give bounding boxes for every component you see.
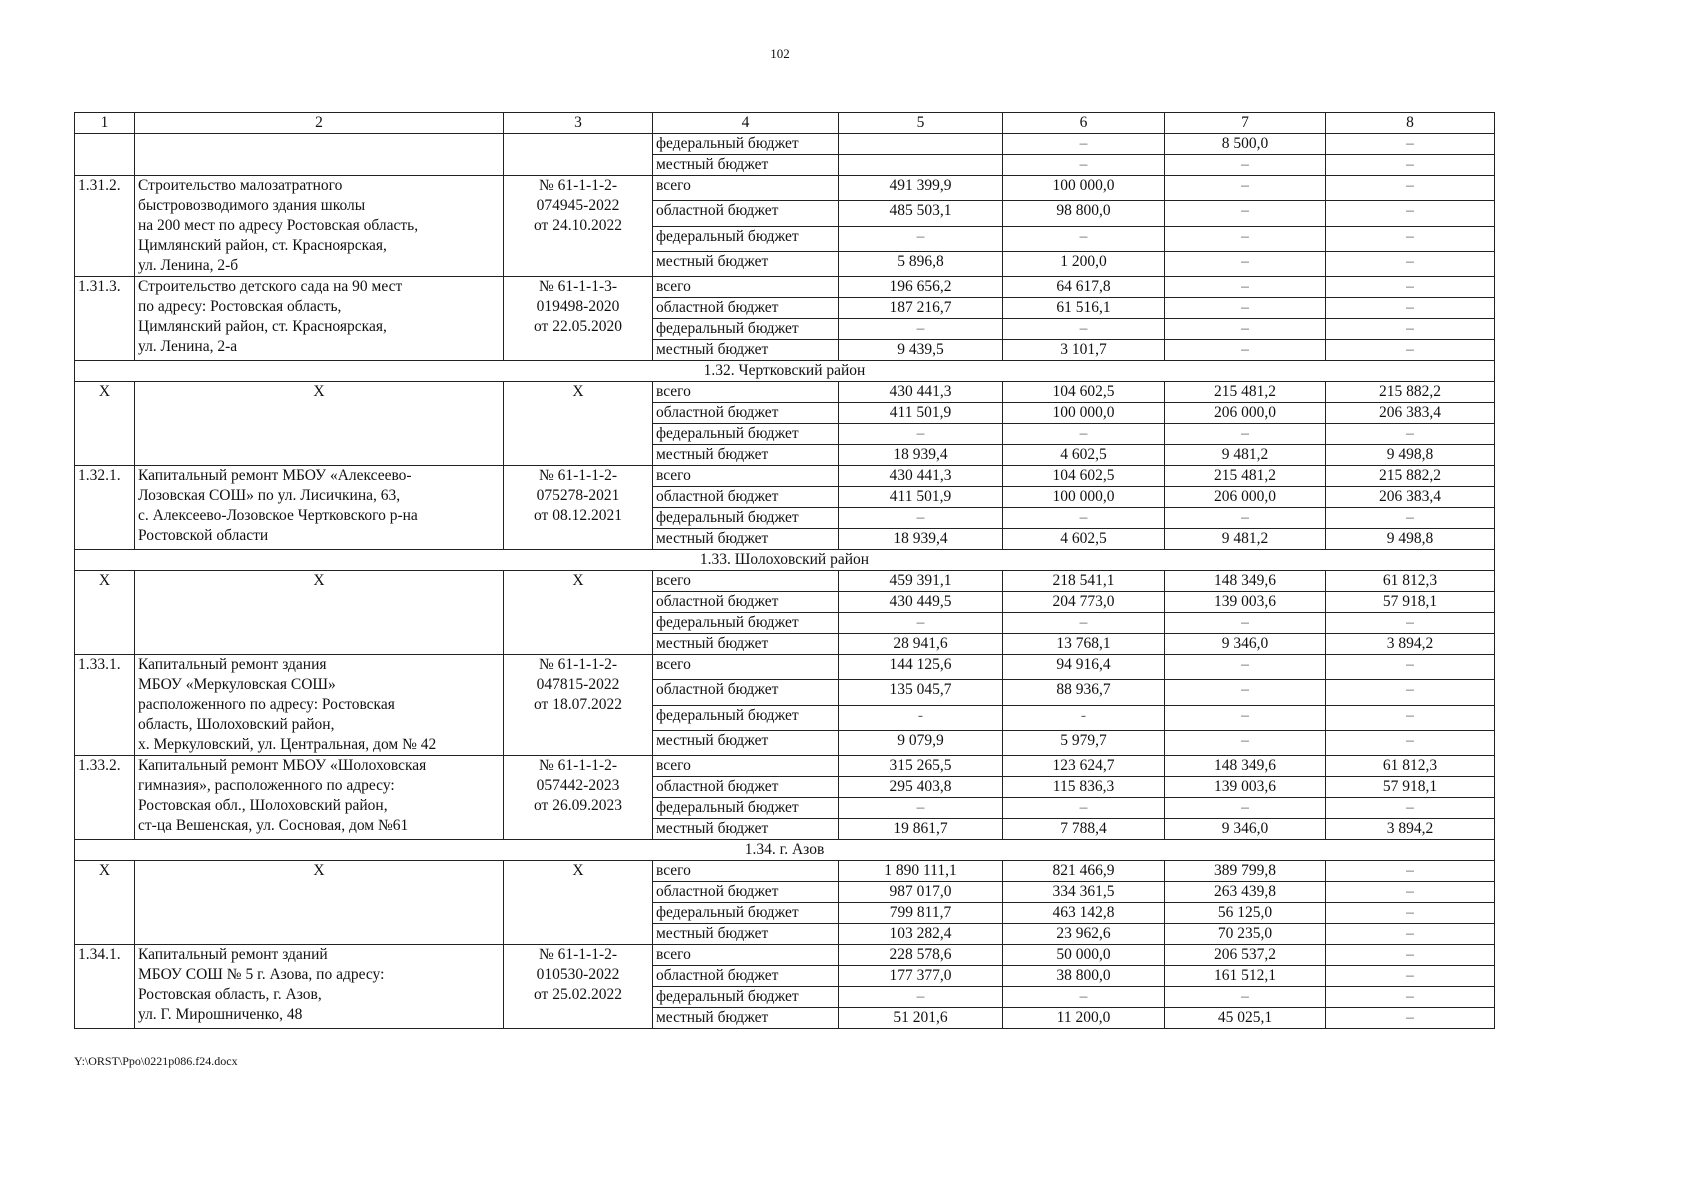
amount-cell-col-5: 491 399,9	[839, 176, 1003, 201]
budget-source-label: областной бюджет	[653, 592, 839, 613]
object-name: Капитальный ремонт МБОУ «Алексеево- Лозовская СОШ» по ул. Лисичкина, 63, с. Алексеево-Лозовское Чертковского р-на Ростовской области	[135, 466, 504, 550]
amount-cell-col-7: –	[1165, 201, 1326, 226]
budget-source-label: федеральный бюджет	[653, 705, 839, 730]
amount-cell-col-8: –	[1326, 424, 1495, 445]
amount-cell-col-7: –	[1165, 508, 1326, 529]
table-row	[75, 756, 1495, 777]
budget-source-label: федеральный бюджет	[653, 987, 839, 1008]
amount-cell-col-7: –	[1165, 277, 1326, 298]
amount-cell-col-6: –	[1003, 987, 1165, 1008]
amount-cell-col-7: –	[1165, 680, 1326, 705]
amount-cell-col-8: –	[1326, 251, 1495, 276]
amount-cell-col-6: 23 962,6	[1003, 924, 1165, 945]
budget-source-label: местный бюджет	[653, 445, 839, 466]
budget-source-label: федеральный бюджет	[653, 319, 839, 340]
amount-cell-col-6: 98 800,0	[1003, 201, 1165, 226]
item-number: 1.31.3.	[75, 277, 135, 361]
amount-cell-col-6: –	[1003, 508, 1165, 529]
section-row	[75, 361, 1495, 382]
amount-cell-col-6: 61 516,1	[1003, 298, 1165, 319]
expertise-reference: Х	[504, 571, 653, 655]
amount-cell-col-8: –	[1326, 924, 1495, 945]
item-number: Х	[75, 861, 135, 945]
budget-table	[74, 112, 1495, 1029]
amount-cell-col-7: 70 235,0	[1165, 924, 1326, 945]
amount-cell-col-5: 459 391,1	[839, 571, 1003, 592]
amount-cell-col-6: 11 200,0	[1003, 1008, 1165, 1029]
amount-cell-col-6: 100 000,0	[1003, 403, 1165, 424]
amount-cell-col-8: 206 383,4	[1326, 403, 1495, 424]
amount-cell-col-8: 9 498,8	[1326, 445, 1495, 466]
amount-cell-col-7: –	[1165, 226, 1326, 251]
expertise-reference: № 61-1-1-2- 074945-2022 от 24.10.2022	[504, 176, 653, 277]
amount-cell-col-5: 485 503,1	[839, 201, 1003, 226]
amount-cell-col-8: –	[1326, 798, 1495, 819]
section-title: 1.33. Шолоховский район	[75, 550, 1495, 571]
amount-cell-col-8: 9 498,8	[1326, 529, 1495, 550]
amount-cell-col-5: 799 811,7	[839, 903, 1003, 924]
amount-cell-col-6: 88 936,7	[1003, 680, 1165, 705]
object-name: Капитальный ремонт здания МБОУ «Меркуловская СОШ» расположенного по адресу: Ростовская область, Шолоховский район, х. Меркуловский, ул. Центральная, дом № 42	[135, 655, 504, 756]
amount-cell-col-8: –	[1326, 340, 1495, 361]
item-number: 1.31.2.	[75, 176, 135, 277]
amount-cell-col-6: –	[1003, 226, 1165, 251]
amount-cell-col-7: –	[1165, 298, 1326, 319]
amount-cell-col-7: 389 799,8	[1165, 861, 1326, 882]
amount-cell-col-6: 13 768,1	[1003, 634, 1165, 655]
amount-cell-col-5: 411 501,9	[839, 487, 1003, 508]
budget-source-label: областной бюджет	[653, 403, 839, 424]
budget-source-label: областной бюджет	[653, 882, 839, 903]
amount-cell-col-5: 987 017,0	[839, 882, 1003, 903]
amount-cell-col-5: 28 941,6	[839, 634, 1003, 655]
item-number	[75, 134, 135, 176]
amount-cell-col-7: –	[1165, 340, 1326, 361]
amount-cell-col-8: –	[1326, 298, 1495, 319]
budget-source-label: федеральный бюджет	[653, 134, 839, 155]
amount-cell-col-6: 1 200,0	[1003, 251, 1165, 276]
table-body	[75, 113, 1495, 1029]
amount-cell-col-8: –	[1326, 613, 1495, 634]
amount-cell-col-8: –	[1326, 277, 1495, 298]
budget-source-label: местный бюджет	[653, 155, 839, 176]
expertise-reference: № 61-1-1-2- 075278-2021 от 08.12.2021	[504, 466, 653, 550]
header-cell-5: 5	[839, 113, 1003, 134]
budget-source-label: местный бюджет	[653, 730, 839, 755]
amount-cell-col-8: –	[1326, 903, 1495, 924]
amount-cell-col-6: 4 602,5	[1003, 445, 1165, 466]
amount-cell-col-6: 463 142,8	[1003, 903, 1165, 924]
amount-cell-col-6: 64 617,8	[1003, 277, 1165, 298]
expertise-reference: Х	[504, 861, 653, 945]
amount-cell-col-5: 315 265,5	[839, 756, 1003, 777]
amount-cell-col-8: –	[1326, 155, 1495, 176]
amount-cell-col-8: –	[1326, 201, 1495, 226]
amount-cell-col-6: 4 602,5	[1003, 529, 1165, 550]
table-row	[75, 277, 1495, 298]
budget-source-label: областной бюджет	[653, 487, 839, 508]
budget-source-label: местный бюджет	[653, 819, 839, 840]
amount-cell-col-7: 9 481,2	[1165, 529, 1326, 550]
amount-cell-col-5: 135 045,7	[839, 680, 1003, 705]
amount-cell-col-7: –	[1165, 705, 1326, 730]
amount-cell-col-7: –	[1165, 798, 1326, 819]
amount-cell-col-8: 57 918,1	[1326, 777, 1495, 798]
header-row	[75, 113, 1495, 134]
amount-cell-col-6: –	[1003, 134, 1165, 155]
amount-cell-col-6: 218 541,1	[1003, 571, 1165, 592]
item-number: 1.32.1.	[75, 466, 135, 550]
amount-cell-col-5: 430 449,5	[839, 592, 1003, 613]
amount-cell-col-8: –	[1326, 134, 1495, 155]
header-cell-4: 4	[653, 113, 839, 134]
budget-source-label: федеральный бюджет	[653, 226, 839, 251]
amount-cell-col-8: 57 918,1	[1326, 592, 1495, 613]
amount-cell-col-7: 206 000,0	[1165, 403, 1326, 424]
budget-source-label: федеральный бюджет	[653, 903, 839, 924]
item-number: 1.33.2.	[75, 756, 135, 840]
amount-cell-col-8: –	[1326, 730, 1495, 755]
table-row	[75, 176, 1495, 201]
amount-cell-col-7: –	[1165, 155, 1326, 176]
amount-cell-col-6: 5 979,7	[1003, 730, 1165, 755]
amount-cell-col-5: 177 377,0	[839, 966, 1003, 987]
amount-cell-col-8: 61 812,3	[1326, 571, 1495, 592]
page-number: 102	[770, 46, 790, 61]
item-number: 1.34.1.	[75, 945, 135, 1029]
table-row	[75, 655, 1495, 680]
amount-cell-col-5: 18 939,4	[839, 445, 1003, 466]
amount-cell-col-7: 263 439,8	[1165, 882, 1326, 903]
budget-source-label: местный бюджет	[653, 340, 839, 361]
amount-cell-col-5: 430 441,3	[839, 466, 1003, 487]
amount-cell-col-7: 161 512,1	[1165, 966, 1326, 987]
section-row	[75, 840, 1495, 861]
amount-cell-col-8: –	[1326, 655, 1495, 680]
table-row	[75, 466, 1495, 487]
amount-cell-col-7: –	[1165, 987, 1326, 1008]
amount-cell-col-5: 1 890 111,1	[839, 861, 1003, 882]
amount-cell-col-5: –	[839, 613, 1003, 634]
amount-cell-col-5: 187 216,7	[839, 298, 1003, 319]
amount-cell-col-5: 144 125,6	[839, 655, 1003, 680]
object-name: Х	[135, 571, 504, 655]
amount-cell-col-7: 45 025,1	[1165, 1008, 1326, 1029]
budget-source-label: областной бюджет	[653, 201, 839, 226]
table-row	[75, 382, 1495, 403]
object-name: Капитальный ремонт МБОУ «Шолоховская гимназия», расположенного по адресу: Ростовская обл., Шолоховский район, ст-ца Вешенская, ул. Сосновая, дом №61	[135, 756, 504, 840]
amount-cell-col-8: –	[1326, 705, 1495, 730]
footer-file-path: Y:\ORST\Ppo\0221p086.f24.docx	[74, 1054, 238, 1068]
expertise-reference: № 61-1-1-2- 010530-2022 от 25.02.2022	[504, 945, 653, 1029]
header-cell-7: 7	[1165, 113, 1326, 134]
amount-cell-col-6: 94 916,4	[1003, 655, 1165, 680]
budget-source-label: местный бюджет	[653, 251, 839, 276]
amount-cell-col-8: 215 882,2	[1326, 382, 1495, 403]
table-row	[75, 134, 1495, 155]
amount-cell-col-5: 5 896,8	[839, 251, 1003, 276]
expertise-reference: № 61-1-1-2- 057442-2023 от 26.09.2023	[504, 756, 653, 840]
amount-cell-col-7: 206 537,2	[1165, 945, 1326, 966]
amount-cell-col-7: 9 346,0	[1165, 819, 1326, 840]
amount-cell-col-8: –	[1326, 680, 1495, 705]
amount-cell-col-6: –	[1003, 613, 1165, 634]
amount-cell-col-6: 204 773,0	[1003, 592, 1165, 613]
item-number: Х	[75, 571, 135, 655]
amount-cell-col-5	[839, 134, 1003, 155]
header-cell-1: 1	[75, 113, 135, 134]
budget-source-label: федеральный бюджет	[653, 424, 839, 445]
amount-cell-col-7: –	[1165, 655, 1326, 680]
amount-cell-col-6: 100 000,0	[1003, 176, 1165, 201]
item-number: Х	[75, 382, 135, 466]
object-name	[135, 134, 504, 176]
amount-cell-col-6: 100 000,0	[1003, 487, 1165, 508]
amount-cell-col-7: 9 481,2	[1165, 445, 1326, 466]
table-row	[75, 571, 1495, 592]
amount-cell-col-8: –	[1326, 882, 1495, 903]
amount-cell-col-7: –	[1165, 176, 1326, 201]
amount-cell-col-8: 3 894,2	[1326, 819, 1495, 840]
amount-cell-col-5: 18 939,4	[839, 529, 1003, 550]
amount-cell-col-8: –	[1326, 319, 1495, 340]
amount-cell-col-6: 104 602,5	[1003, 466, 1165, 487]
amount-cell-col-6: 38 800,0	[1003, 966, 1165, 987]
table-row	[75, 861, 1495, 882]
object-name: Капитальный ремонт зданий МБОУ СОШ № 5 г. Азова, по адресу: Ростовская область, г. Азов, ул. Г. Мирошниченко, 48	[135, 945, 504, 1029]
amount-cell-col-6: –	[1003, 155, 1165, 176]
item-number: 1.33.1.	[75, 655, 135, 756]
amount-cell-col-7: 139 003,6	[1165, 592, 1326, 613]
amount-cell-col-8: 61 812,3	[1326, 756, 1495, 777]
budget-source-label: всего	[653, 176, 839, 201]
amount-cell-col-8: –	[1326, 1008, 1495, 1029]
budget-source-label: федеральный бюджет	[653, 508, 839, 529]
amount-cell-col-6: 3 101,7	[1003, 340, 1165, 361]
amount-cell-col-7: 206 000,0	[1165, 487, 1326, 508]
amount-cell-col-7: –	[1165, 424, 1326, 445]
amount-cell-col-6: -	[1003, 705, 1165, 730]
budget-source-label: всего	[653, 382, 839, 403]
amount-cell-col-8: –	[1326, 987, 1495, 1008]
header-cell-2: 2	[135, 113, 504, 134]
budget-source-label: местный бюджет	[653, 529, 839, 550]
amount-cell-col-6: –	[1003, 424, 1165, 445]
amount-cell-col-7: 148 349,6	[1165, 571, 1326, 592]
amount-cell-col-8: –	[1326, 966, 1495, 987]
amount-cell-col-7: 215 481,2	[1165, 466, 1326, 487]
amount-cell-col-7: –	[1165, 730, 1326, 755]
budget-source-label: областной бюджет	[653, 680, 839, 705]
budget-source-label: всего	[653, 861, 839, 882]
section-title: 1.34. г. Азов	[75, 840, 1495, 861]
table-row	[75, 945, 1495, 966]
amount-cell-col-5: 295 403,8	[839, 777, 1003, 798]
budget-source-label: областной бюджет	[653, 966, 839, 987]
section-row	[75, 550, 1495, 571]
budget-source-label: всего	[653, 655, 839, 680]
amount-cell-col-5: 228 578,6	[839, 945, 1003, 966]
amount-cell-col-7: 56 125,0	[1165, 903, 1326, 924]
budget-source-label: областной бюджет	[653, 777, 839, 798]
object-name: Строительство детского сада на 90 мест по адресу: Ростовская область, Цимлянский район, ст. Красноярская, ул. Ленина, 2-а	[135, 277, 504, 361]
amount-cell-col-7: 9 346,0	[1165, 634, 1326, 655]
amount-cell-col-5: –	[839, 319, 1003, 340]
budget-source-label: местный бюджет	[653, 1008, 839, 1029]
amount-cell-col-5: –	[839, 226, 1003, 251]
amount-cell-col-5: 103 282,4	[839, 924, 1003, 945]
object-name: Х	[135, 861, 504, 945]
amount-cell-col-7: –	[1165, 613, 1326, 634]
amount-cell-col-7: –	[1165, 319, 1326, 340]
amount-cell-col-6: –	[1003, 798, 1165, 819]
budget-source-label: областной бюджет	[653, 298, 839, 319]
amount-cell-col-6: 123 624,7	[1003, 756, 1165, 777]
amount-cell-col-8: –	[1326, 508, 1495, 529]
budget-source-label: всего	[653, 756, 839, 777]
amount-cell-col-7: –	[1165, 251, 1326, 276]
amount-cell-col-8: –	[1326, 861, 1495, 882]
amount-cell-col-5: 9 079,9	[839, 730, 1003, 755]
object-name: Х	[135, 382, 504, 466]
budget-source-label: всего	[653, 277, 839, 298]
amount-cell-col-5: –	[839, 798, 1003, 819]
amount-cell-col-6: 50 000,0	[1003, 945, 1165, 966]
budget-source-label: всего	[653, 945, 839, 966]
amount-cell-col-5: -	[839, 705, 1003, 730]
amount-cell-col-7: 8 500,0	[1165, 134, 1326, 155]
amount-cell-col-6: 821 466,9	[1003, 861, 1165, 882]
amount-cell-col-5: 9 439,5	[839, 340, 1003, 361]
amount-cell-col-5: 411 501,9	[839, 403, 1003, 424]
budget-source-label: всего	[653, 466, 839, 487]
amount-cell-col-7: 148 349,6	[1165, 756, 1326, 777]
amount-cell-col-6: 104 602,5	[1003, 382, 1165, 403]
amount-cell-col-8: –	[1326, 226, 1495, 251]
amount-cell-col-5: 51 201,6	[839, 1008, 1003, 1029]
expertise-reference: № 61-1-1-2- 047815-2022 от 18.07.2022	[504, 655, 653, 756]
section-title: 1.32. Чертковский район	[75, 361, 1495, 382]
amount-cell-col-7: 139 003,6	[1165, 777, 1326, 798]
expertise-reference: № 61-1-1-3- 019498-2020 от 22.05.2020	[504, 277, 653, 361]
amount-cell-col-6: 115 836,3	[1003, 777, 1165, 798]
header-cell-6: 6	[1003, 113, 1165, 134]
amount-cell-col-7: 215 481,2	[1165, 382, 1326, 403]
amount-cell-col-6: –	[1003, 319, 1165, 340]
budget-source-label: местный бюджет	[653, 924, 839, 945]
amount-cell-col-8: 3 894,2	[1326, 634, 1495, 655]
amount-cell-col-5: 19 861,7	[839, 819, 1003, 840]
budget-source-label: федеральный бюджет	[653, 613, 839, 634]
amount-cell-col-8: –	[1326, 176, 1495, 201]
header-cell-8: 8	[1326, 113, 1495, 134]
amount-cell-col-5: –	[839, 424, 1003, 445]
amount-cell-col-5: 196 656,2	[839, 277, 1003, 298]
expertise-reference: Х	[504, 382, 653, 466]
budget-source-label: всего	[653, 571, 839, 592]
amount-cell-col-5: –	[839, 508, 1003, 529]
object-name: Строительство малозатратного быстровозводимого здания школы на 200 мест по адресу Ростовская область, Цимлянский район, ст. Красноярская, ул. Ленина, 2-б	[135, 176, 504, 277]
amount-cell-col-5	[839, 155, 1003, 176]
amount-cell-col-8: –	[1326, 945, 1495, 966]
amount-cell-col-5: –	[839, 987, 1003, 1008]
amount-cell-col-8: 206 383,4	[1326, 487, 1495, 508]
budget-source-label: федеральный бюджет	[653, 798, 839, 819]
expertise-reference	[504, 134, 653, 176]
amount-cell-col-8: 215 882,2	[1326, 466, 1495, 487]
budget-source-label: местный бюджет	[653, 634, 839, 655]
amount-cell-col-5: 430 441,3	[839, 382, 1003, 403]
amount-cell-col-6: 334 361,5	[1003, 882, 1165, 903]
header-cell-3: 3	[504, 113, 653, 134]
amount-cell-col-6: 7 788,4	[1003, 819, 1165, 840]
